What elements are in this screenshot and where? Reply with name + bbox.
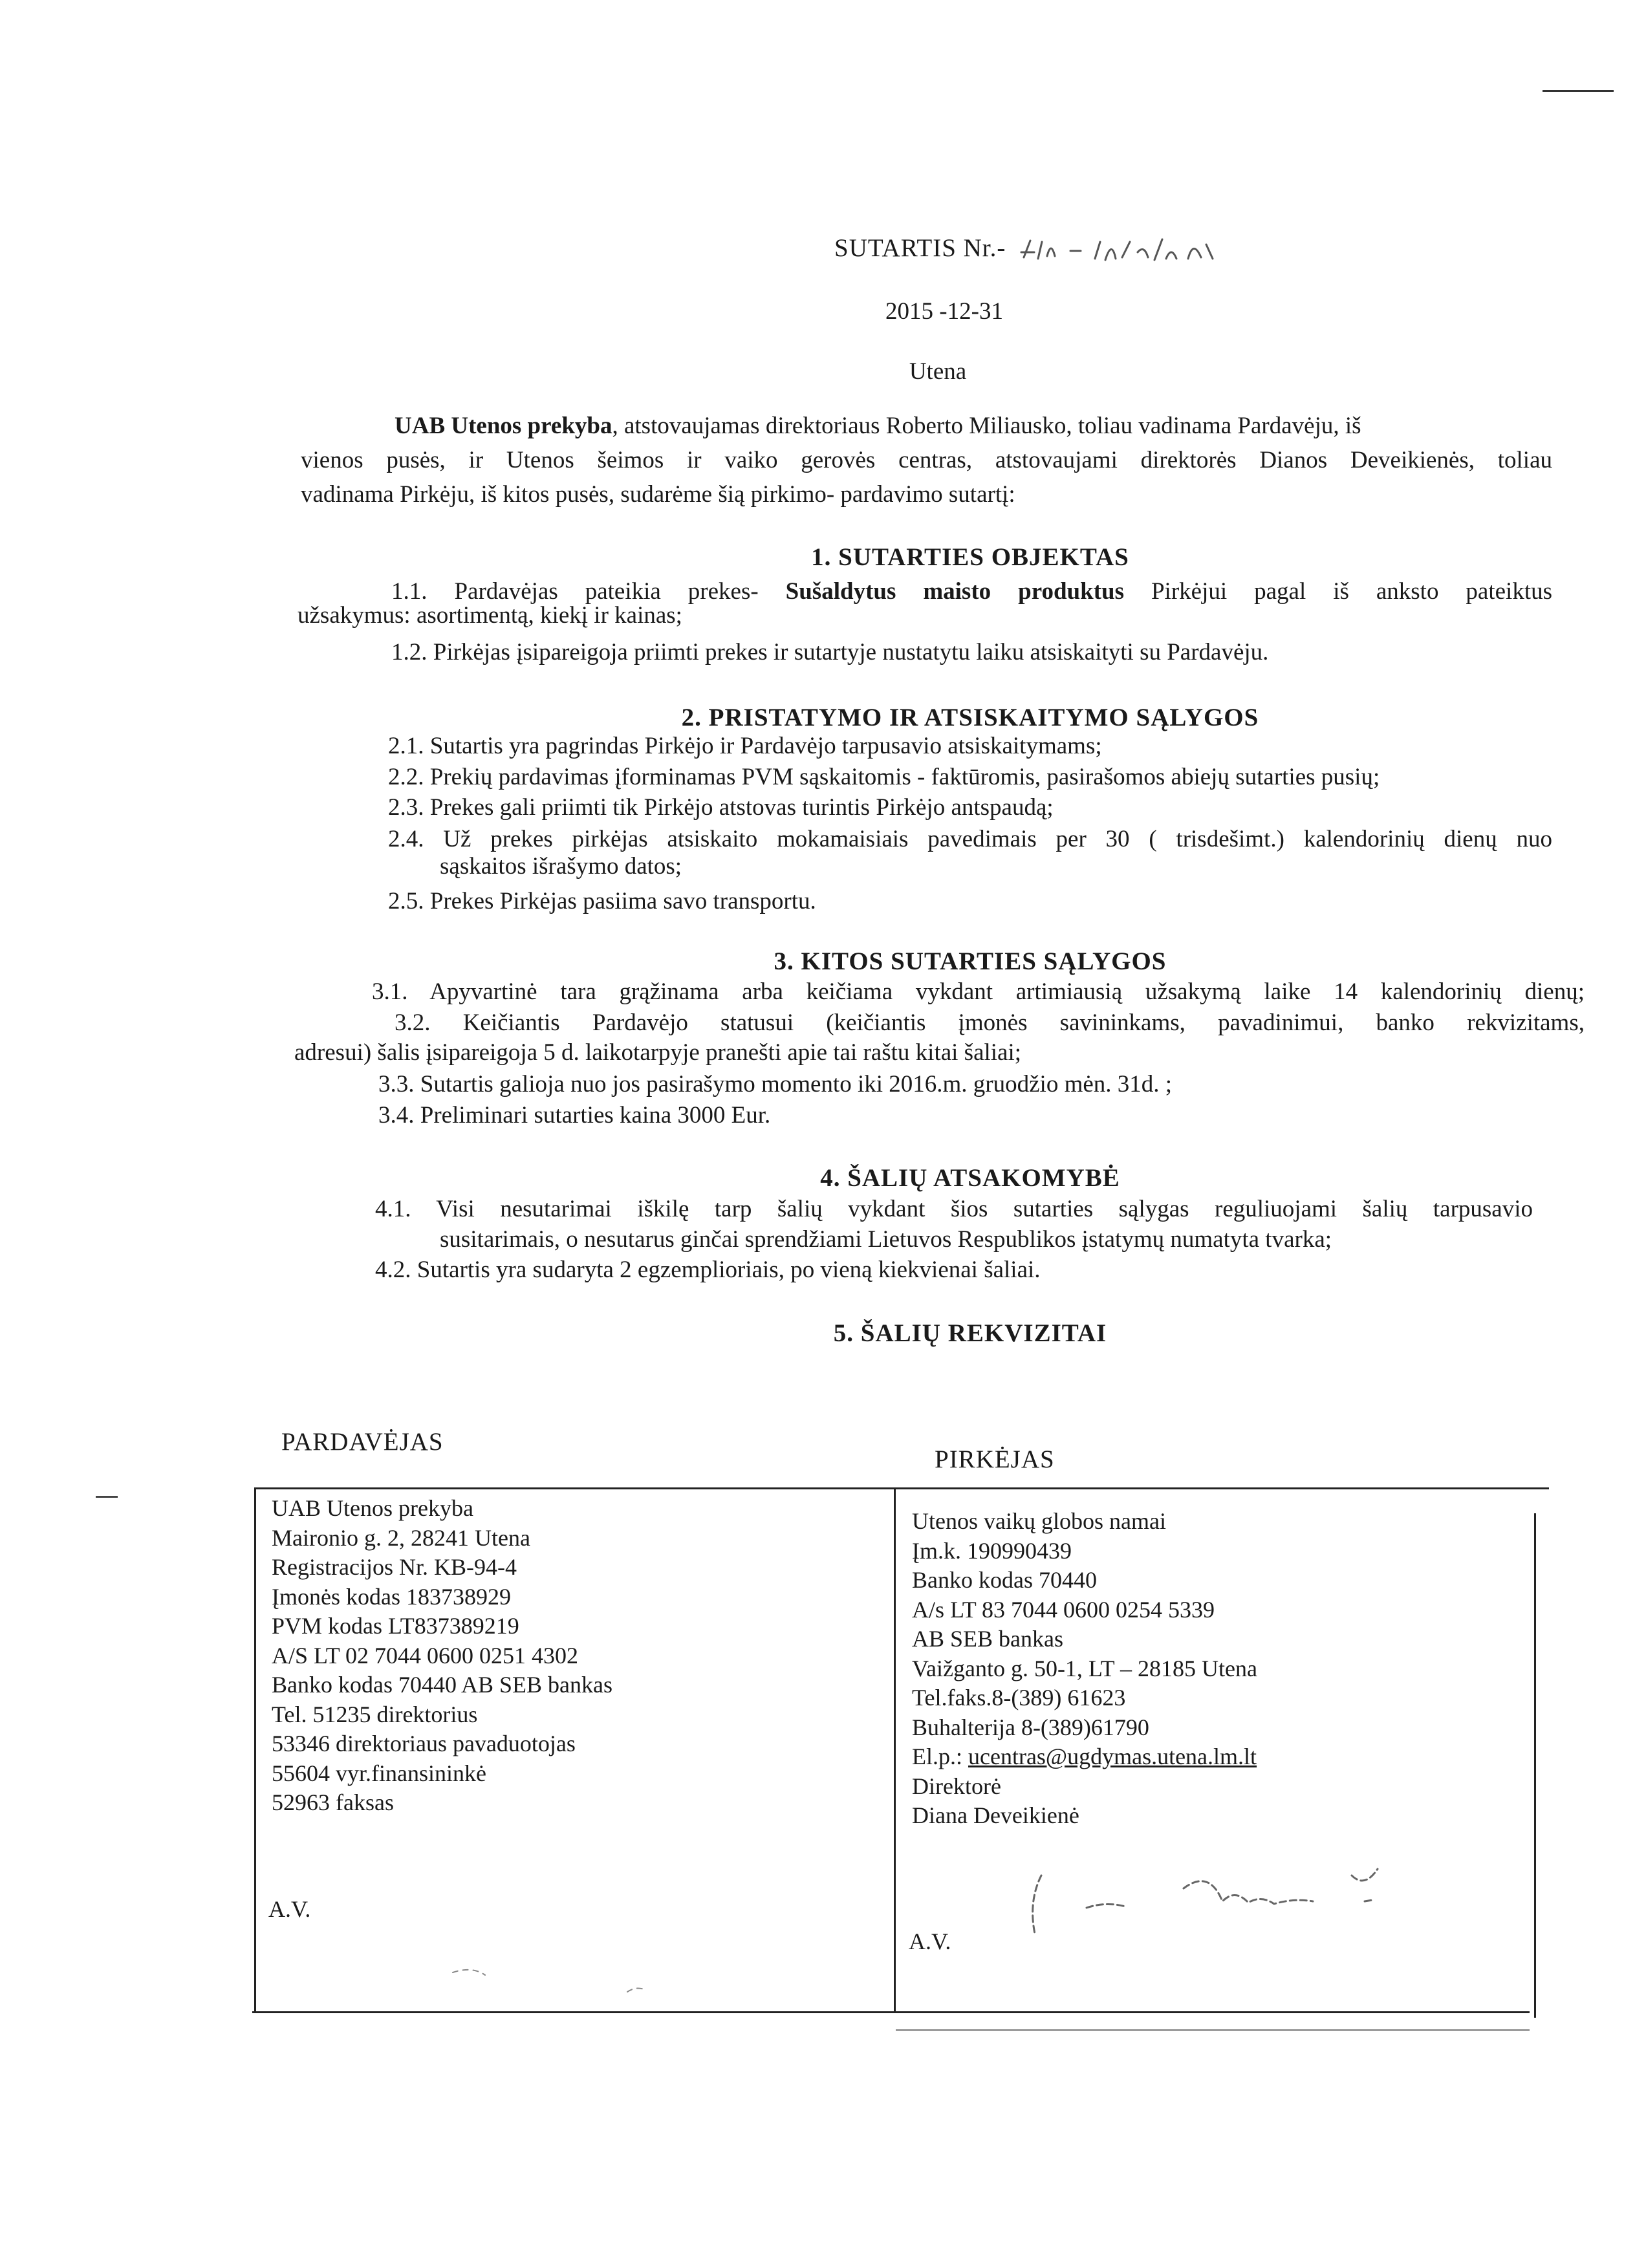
contract-date: 2015 -12-31 (885, 298, 1003, 325)
buyer-label: PIRKĖJAS (935, 1445, 1055, 1473)
seller-line: Registracijos Nr. KB-94-4 (272, 1554, 517, 1580)
item-3-3: 3.3. Sutartis galioja nuo jos pasirašymo momento iki 2016.m. gruodžio mėn. 31d. ; (378, 1071, 1173, 1097)
table-bottom-extension (896, 2029, 1530, 2031)
seller-line: 53346 direktoriaus pavaduotojas (272, 1731, 576, 1756)
item-4-2: 4.2. Sutartis yra sudaryta 2 egzemplioriais, po vieną kiekvienai šaliai. (375, 1257, 1041, 1283)
item-2-3: 2.3. Prekes gali priimti tik Pirkėjo atstovas turintis Pirkėjo antspaudą; (388, 794, 1054, 821)
product-name-bold: Sušaldytus maisto produktus (785, 578, 1124, 605)
seller-label: PARDAVĖJAS (281, 1428, 444, 1456)
item-2-4-cont: sąskaitos išrašymo datos; (440, 853, 682, 880)
item-3-2: 3.2. Keičiantis Pardavėjo statusui (keičiantis įmonės savininkams, pavadinimui, banko rekvizitams, (395, 1010, 1585, 1036)
seller-line: Įmonės kodas 183738929 (272, 1583, 511, 1610)
table-bottom-border (252, 2011, 1530, 2013)
seller-signature-trace (414, 1960, 660, 2005)
item-3-1: 3.1. Apyvartinė tara grąžinama arba keičiama vykdant artimiausią užsakymą laike 14 kalendorinių dienų; (372, 978, 1585, 1005)
contract-city: Utena (909, 358, 967, 385)
table-top-border (255, 1487, 1549, 1489)
buyer-email-row: El.p.: ucentras@ugdymas.utena.lm.lt (912, 1744, 1257, 1769)
item-4-1: 4.1. Visi nesutarimai iškilę tarp šalių vykdant šios sutarties sąlygas reguliuojami šalių tarpusavio (375, 1196, 1533, 1222)
item-1-1-cont: užsakymus: asortimentą, kiekį ir kainas; (298, 602, 682, 629)
buyer-role: Direktorė (912, 1773, 1001, 1799)
item-1-2: 1.2. Pirkėjas įsipareigoja priimti prekes ir sutartyje nustatytu laiku atsiskaityti su Pardavėju. (391, 639, 1269, 665)
item-3-4: 3.4. Preliminari sutarties kaina 3000 Eur. (378, 1102, 771, 1129)
seller-line: Tel. 51235 direktorius (272, 1701, 478, 1727)
buyer-person: Diana Deveikienė (912, 1802, 1079, 1828)
table-right-border (1534, 1513, 1536, 2018)
seller-line: 52963 faksas (272, 1789, 394, 1815)
buyer-signature (1015, 1863, 1403, 1947)
seller-name-bold: UAB Utenos prekyba (395, 413, 612, 439)
scan-mark-left (96, 1496, 118, 1498)
seller-stamp-label: A.V. (268, 1896, 311, 1922)
buyer-stamp-label: A.V. (909, 1928, 951, 1954)
seller-line: PVM kodas LT837389219 (272, 1613, 519, 1639)
seller-line: Maironio g. 2, 28241 Utena (272, 1524, 530, 1551)
table-left-border (254, 1487, 256, 2013)
section-1-heading: 1. SUTARTIES OBJEKTAS (811, 543, 1129, 571)
buyer-email-link[interactable]: ucentras@ugdymas.utena.lm.lt (968, 1744, 1257, 1769)
item-2-2: 2.2. Prekių pardavimas įforminamas PVM sąskaitomis - faktūromis, pasirašomos abiejų sutarties pusių; (388, 764, 1380, 790)
buyer-line: Įm.k. 190990439 (912, 1537, 1072, 1564)
handwritten-contract-number (1019, 233, 1251, 272)
contract-title: SUTARTIS Nr.- (834, 234, 1006, 262)
buyer-line: A/s LT 83 7044 0600 0254 5339 (912, 1596, 1215, 1623)
intro-line-1: UAB Utenos prekyba, atstovaujamas direktoriaus Roberto Miliausko, toliau vadinama Pardavėju, iš (395, 413, 1361, 439)
buyer-line: Tel.faks.8-(389) 61623 (912, 1685, 1126, 1711)
buyer-line: Buhalterija 8-(389)61790 (912, 1714, 1149, 1740)
item-4-1-cont: susitarimais, o nesutarus ginčai sprendžiami Lietuvos Respublikos įstatymų numatyta tvarka; (440, 1226, 1332, 1253)
seller-line: Banko kodas 70440 AB SEB bankas (272, 1672, 612, 1698)
seller-requisites (272, 1494, 612, 1818)
intro-line-2: vienos pusės, ir Utenos šeimos ir vaiko gerovės centras, atstovaujami direktorės Dianos Deveikienės, toliau (301, 447, 1552, 473)
section-3-heading: 3. KITOS SUTARTIES SĄLYGOS (774, 947, 1167, 975)
table-middle-border (894, 1487, 896, 2013)
scan-mark-top-right (1543, 90, 1614, 92)
buyer-requisites (912, 1507, 1257, 1831)
buyer-line: AB SEB bankas (912, 1626, 1063, 1652)
buyer-line: Utenos vaikų globos namai (912, 1508, 1166, 1534)
buyer-line: Banko kodas 70440 (912, 1567, 1097, 1593)
item-3-2-cont: adresui) šalis įsipareigoja 5 d. laikotarpyje pranešti apie tai raštu kitai šaliai; (294, 1039, 1022, 1066)
seller-line: UAB Utenos prekyba (272, 1495, 473, 1521)
intro-line-3: vadinama Pirkėju, iš kitos pusės, sudarėme šią pirkimo- pardavimo sutartį: (301, 481, 1015, 508)
section-5-heading: 5. ŠALIŲ REKVIZITAI (833, 1319, 1107, 1347)
section-2-heading: 2. PRISTATYMO IR ATSISKAITYMO SĄLYGOS (681, 704, 1259, 731)
item-1-1: 1.1. Pardavėjas pateikia prekes- Sušaldytus maisto produktus Pirkėjui pagal iš anksto pateiktus (391, 578, 1553, 605)
item-2-4: 2.4. Už prekes pirkėjas atsiskaito mokamaisiais pavedimais per 30 ( trisdešimt.) kalendorinių dienų nuo (388, 826, 1552, 852)
item-2-5: 2.5. Prekes Pirkėjas pasiima savo transportu. (388, 888, 816, 914)
section-4-heading: 4. ŠALIŲ ATSAKOMYBĖ (820, 1164, 1120, 1192)
buyer-line: Vaižganto g. 50-1, LT – 28185 Utena (912, 1655, 1257, 1681)
item-2-1: 2.1. Sutartis yra pagrindas Pirkėjo ir Pardavėjo tarpusavio atsiskaitymams; (388, 733, 1102, 759)
seller-line: 55604 vyr.finansininkė (272, 1760, 486, 1786)
seller-line: A/S LT 02 7044 0600 0251 4302 (272, 1642, 579, 1669)
